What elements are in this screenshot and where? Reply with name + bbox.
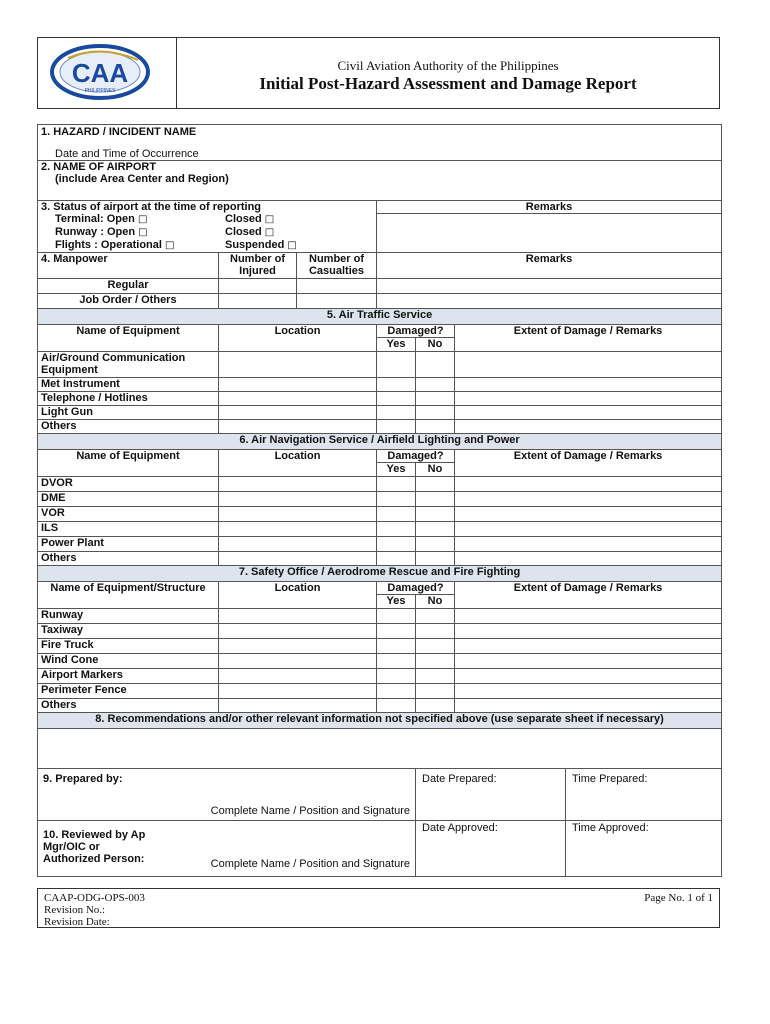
damaged-no-input[interactable] bbox=[416, 624, 455, 639]
damaged-yes-input[interactable] bbox=[377, 639, 416, 654]
extent-remarks-input[interactable] bbox=[455, 699, 722, 713]
section-7-rows bbox=[38, 609, 722, 713]
prepared-sig-caption: Complete Name / Position and Signature bbox=[210, 805, 410, 817]
table-row bbox=[38, 522, 722, 537]
flights-operational-checkbox[interactable]: □ bbox=[165, 240, 175, 251]
table-row bbox=[38, 420, 722, 434]
date-prepared-label: Date Prepared: bbox=[422, 773, 497, 785]
revision-date: Revision Date: bbox=[44, 916, 110, 928]
date-approved-field[interactable] bbox=[416, 821, 566, 876]
form-title: Initial Post-Hazard Assessment and Damage Report bbox=[259, 74, 637, 93]
section-7-header-row bbox=[38, 582, 722, 595]
damaged-no-input[interactable] bbox=[416, 552, 455, 566]
time-prepared-label: Time Prepared: bbox=[572, 773, 648, 785]
runway-closed-checkbox[interactable]: □ bbox=[264, 227, 275, 238]
damaged-no-input[interactable] bbox=[416, 352, 455, 378]
equipment-name: DVOR bbox=[38, 477, 219, 492]
time-approved-label: Time Approved: bbox=[572, 822, 649, 834]
location-input[interactable] bbox=[219, 420, 377, 434]
extent-remarks-input[interactable] bbox=[455, 669, 722, 684]
location-input[interactable] bbox=[219, 507, 377, 522]
damaged-no-input[interactable] bbox=[416, 699, 455, 713]
extent-remarks-input[interactable] bbox=[455, 378, 722, 392]
s5-damaged-header: Damaged? bbox=[377, 325, 455, 338]
table-row bbox=[38, 352, 722, 378]
location-input[interactable] bbox=[219, 406, 377, 420]
status-remarks-cell[interactable] bbox=[377, 201, 722, 253]
damaged-no-input[interactable] bbox=[416, 639, 455, 654]
extent-remarks-input[interactable] bbox=[455, 654, 722, 669]
equipment-name: Wind Cone bbox=[38, 654, 219, 669]
equipment-name: Fire Truck bbox=[38, 639, 219, 654]
damaged-yes-input[interactable] bbox=[377, 522, 416, 537]
damaged-yes-input[interactable] bbox=[377, 420, 416, 434]
location-input[interactable] bbox=[219, 392, 377, 406]
manpower-joborder-row bbox=[38, 294, 722, 309]
equipment-name: Telephone / Hotlines bbox=[38, 392, 219, 406]
location-input[interactable] bbox=[219, 639, 377, 654]
reviewed-by-label: 10. Reviewed by Ap Mgr/OIC or Authorized Person: bbox=[43, 829, 146, 865]
regular-casualties-input[interactable] bbox=[297, 279, 377, 294]
runway-closed-option[interactable]: Closed □ bbox=[225, 226, 275, 238]
date-prepared-field[interactable] bbox=[416, 769, 566, 820]
airport-status-cell bbox=[38, 201, 377, 253]
equipment-name: Others bbox=[38, 552, 219, 566]
extent-remarks-input[interactable] bbox=[455, 406, 722, 420]
s7-damaged-header: Damaged? bbox=[377, 582, 455, 595]
s6-name-header: Name of Equipment bbox=[38, 450, 219, 477]
terminal-open-checkbox[interactable]: □ bbox=[137, 214, 148, 225]
damaged-yes-input[interactable] bbox=[377, 537, 416, 552]
reviewed-sig-caption: Complete Name / Position and Signature bbox=[210, 858, 410, 870]
joborder-casualties-input[interactable] bbox=[297, 294, 377, 309]
table-row bbox=[38, 492, 722, 507]
table-row bbox=[38, 507, 722, 522]
s5-yes-header: Yes bbox=[377, 338, 416, 352]
manpower-remarks-header: Remarks bbox=[377, 253, 722, 279]
section-9-row bbox=[38, 769, 722, 821]
status-remarks-label: Remarks bbox=[377, 201, 721, 214]
s7-name-header: Name of Equipment/Structure bbox=[38, 582, 219, 609]
s7-extent-header: Extent of Damage / Remarks bbox=[455, 582, 722, 609]
section-6-header-row bbox=[38, 450, 722, 463]
damaged-yes-input[interactable] bbox=[377, 352, 416, 378]
caap-logo bbox=[38, 38, 177, 108]
equipment-name: Light Gun bbox=[38, 406, 219, 420]
prepared-by-field[interactable] bbox=[38, 769, 416, 821]
s7-location-header: Location bbox=[219, 582, 377, 609]
terminal-open-option[interactable]: Terminal: Open □ bbox=[55, 213, 148, 225]
extent-remarks-input[interactable] bbox=[455, 352, 722, 378]
flights-operational-option[interactable]: Flights : Operational □ bbox=[55, 239, 175, 251]
extent-remarks-input[interactable] bbox=[455, 507, 722, 522]
location-input[interactable] bbox=[219, 522, 377, 537]
location-input[interactable] bbox=[219, 654, 377, 669]
hazard-incident-label: 1. HAZARD / INCIDENT NAME bbox=[41, 126, 197, 138]
s6-no-header: No bbox=[416, 463, 455, 477]
extent-remarks-input[interactable] bbox=[455, 684, 722, 699]
s5-name-header: Name of Equipment bbox=[38, 325, 219, 352]
location-input[interactable] bbox=[219, 624, 377, 639]
damaged-no-input[interactable] bbox=[416, 477, 455, 492]
s6-damaged-header: Damaged? bbox=[377, 450, 455, 463]
section-1-row bbox=[38, 125, 722, 161]
table-row bbox=[38, 699, 722, 713]
equipment-name: Others bbox=[38, 420, 219, 434]
prepared-datetime-cell bbox=[416, 769, 722, 821]
equipment-name: Perimeter Fence bbox=[38, 684, 219, 699]
location-input[interactable] bbox=[219, 699, 377, 713]
job-order-label: Job Order / Others bbox=[38, 294, 219, 309]
extent-remarks-input[interactable] bbox=[455, 420, 722, 434]
location-input[interactable] bbox=[219, 669, 377, 684]
equipment-name: Met Instrument bbox=[38, 378, 219, 392]
damaged-yes-input[interactable] bbox=[377, 654, 416, 669]
runway-open-option[interactable]: Runway : Open □ bbox=[55, 226, 148, 238]
s5-extent-header: Extent of Damage / Remarks bbox=[455, 325, 722, 352]
form-code: CAAP-ODG-OPS-003 bbox=[44, 892, 145, 904]
extent-remarks-input[interactable] bbox=[455, 492, 722, 507]
airport-name-field[interactable] bbox=[38, 161, 722, 201]
damaged-yes-input[interactable] bbox=[377, 699, 416, 713]
damaged-no-input[interactable] bbox=[416, 378, 455, 392]
s7-yes-header: Yes bbox=[377, 595, 416, 609]
location-input[interactable] bbox=[219, 477, 377, 492]
terminal-closed-checkbox[interactable]: □ bbox=[264, 214, 275, 225]
equipment-name: DME bbox=[38, 492, 219, 507]
table-row bbox=[38, 378, 722, 392]
date-time-label: Date and Time of Occurrence bbox=[55, 148, 199, 160]
airport-name-sub: (include Area Center and Region) bbox=[55, 173, 229, 185]
section-2-row bbox=[38, 161, 722, 201]
prepared-by-label: 9. Prepared by: bbox=[43, 773, 123, 785]
location-input[interactable] bbox=[219, 684, 377, 699]
location-input[interactable] bbox=[219, 552, 377, 566]
s5-location-header: Location bbox=[219, 325, 377, 352]
extent-remarks-input[interactable] bbox=[455, 537, 722, 552]
time-approved-field[interactable] bbox=[568, 821, 653, 835]
damaged-yes-input[interactable] bbox=[377, 392, 416, 406]
location-input[interactable] bbox=[219, 352, 377, 378]
section-5-header-row bbox=[38, 325, 722, 338]
damaged-yes-input[interactable] bbox=[377, 507, 416, 522]
date-approved-label: Date Approved: bbox=[422, 822, 498, 834]
page-number: Page No. 1 of 1 bbox=[644, 892, 713, 904]
extent-remarks-input[interactable] bbox=[455, 392, 722, 406]
form-footer bbox=[37, 888, 720, 928]
equipment-name: Power Plant bbox=[38, 537, 219, 552]
damaged-yes-input[interactable] bbox=[377, 669, 416, 684]
recommendations-input[interactable] bbox=[38, 729, 722, 769]
s5-no-header: No bbox=[416, 338, 455, 352]
reviewed-by-field[interactable] bbox=[38, 821, 416, 877]
s6-yes-header: Yes bbox=[377, 463, 416, 477]
joborder-injured-input[interactable] bbox=[219, 294, 297, 309]
damaged-no-input[interactable] bbox=[416, 507, 455, 522]
section-5-title: 5. Air Traffic Service bbox=[38, 309, 722, 325]
table-row bbox=[38, 624, 722, 639]
damaged-yes-input[interactable] bbox=[377, 477, 416, 492]
section-7-title: 7. Safety Office / Aerodrome Rescue and Fire Fighting bbox=[38, 566, 722, 582]
agency-name: Civil Aviation Authority of the Philippines bbox=[337, 58, 559, 73]
extent-remarks-input[interactable] bbox=[455, 609, 722, 624]
extent-remarks-input[interactable] bbox=[455, 477, 722, 492]
damaged-no-input[interactable] bbox=[416, 669, 455, 684]
equipment-name: VOR bbox=[38, 507, 219, 522]
damaged-no-input[interactable] bbox=[416, 392, 455, 406]
location-input[interactable] bbox=[219, 537, 377, 552]
damaged-no-input[interactable] bbox=[416, 654, 455, 669]
hazard-incident-field[interactable] bbox=[38, 125, 722, 161]
section-6-title: 6. Air Navigation Service / Airfield Lighting and Power bbox=[38, 434, 722, 450]
damaged-yes-input[interactable] bbox=[377, 624, 416, 639]
s6-extent-header: Extent of Damage / Remarks bbox=[455, 450, 722, 477]
airport-name-label: 2. NAME OF AIRPORT bbox=[41, 161, 157, 173]
flights-suspended-checkbox[interactable]: □ bbox=[287, 240, 297, 251]
section-5-rows bbox=[38, 352, 722, 434]
extent-remarks-input[interactable] bbox=[455, 639, 722, 654]
damaged-no-input[interactable] bbox=[416, 492, 455, 507]
s7-no-header: No bbox=[416, 595, 455, 609]
location-input[interactable] bbox=[219, 492, 377, 507]
location-input[interactable] bbox=[219, 378, 377, 392]
damaged-no-input[interactable] bbox=[416, 537, 455, 552]
logo-text: CAA bbox=[71, 58, 129, 88]
manpower-regular-row bbox=[38, 279, 722, 294]
approved-datetime-cell bbox=[416, 821, 722, 877]
table-row bbox=[38, 406, 722, 420]
s6-location-header: Location bbox=[219, 450, 377, 477]
table-row bbox=[38, 654, 722, 669]
table-row bbox=[38, 669, 722, 684]
table-row bbox=[38, 392, 722, 406]
runway-open-checkbox[interactable]: □ bbox=[138, 227, 148, 238]
manpower-header-row bbox=[38, 253, 722, 279]
damaged-no-input[interactable] bbox=[416, 684, 455, 699]
logo-subtext: PHILIPPINES bbox=[84, 88, 116, 94]
damaged-yes-input[interactable] bbox=[377, 378, 416, 392]
report-form bbox=[37, 124, 722, 877]
section-3-row bbox=[38, 201, 722, 253]
equipment-name: Runway bbox=[38, 609, 219, 624]
section-10-row bbox=[38, 821, 722, 877]
injured-header: Number of Injured bbox=[219, 253, 297, 279]
joborder-remarks-input[interactable] bbox=[377, 294, 722, 309]
table-row bbox=[38, 639, 722, 654]
flights-suspended-option[interactable]: Suspended □ bbox=[225, 239, 297, 251]
table-row bbox=[38, 684, 722, 699]
damaged-no-input[interactable] bbox=[416, 406, 455, 420]
revision-no: Revision No.: bbox=[44, 904, 106, 916]
form-header bbox=[37, 37, 720, 109]
damaged-yes-input[interactable] bbox=[377, 684, 416, 699]
damaged-no-input[interactable] bbox=[416, 522, 455, 537]
damaged-yes-input[interactable] bbox=[377, 406, 416, 420]
equipment-name: Air/Ground Communication Equipment bbox=[38, 352, 219, 378]
extent-remarks-input[interactable] bbox=[455, 624, 722, 639]
equipment-name: Airport Markers bbox=[38, 669, 219, 684]
location-input[interactable] bbox=[219, 609, 377, 624]
terminal-closed-option[interactable]: Closed □ bbox=[225, 213, 275, 225]
section-8-title: 8. Recommendations and/or other relevant information not specified above (use separate sheet if necessary) bbox=[38, 713, 722, 729]
time-prepared-field[interactable] bbox=[568, 769, 651, 789]
equipment-name: ILS bbox=[38, 522, 219, 537]
damaged-yes-input[interactable] bbox=[377, 609, 416, 624]
regular-remarks-input[interactable] bbox=[377, 279, 722, 294]
damaged-no-input[interactable] bbox=[416, 609, 455, 624]
equipment-name: Others bbox=[38, 699, 219, 713]
manpower-label: 4. Manpower bbox=[38, 253, 219, 279]
equipment-name: Taxiway bbox=[38, 624, 219, 639]
extent-remarks-input[interactable] bbox=[455, 552, 722, 566]
airport-status-label: 3. Status of airport at the time of reporting bbox=[41, 201, 262, 213]
damaged-no-input[interactable] bbox=[416, 420, 455, 434]
casualties-header: Number of Casualties bbox=[297, 253, 377, 279]
extent-remarks-input[interactable] bbox=[455, 522, 722, 537]
table-row bbox=[38, 609, 722, 624]
table-row bbox=[38, 537, 722, 552]
damaged-yes-input[interactable] bbox=[377, 552, 416, 566]
regular-injured-input[interactable] bbox=[219, 279, 297, 294]
regular-label: Regular bbox=[38, 279, 219, 294]
damaged-yes-input[interactable] bbox=[377, 492, 416, 507]
section-6-rows bbox=[38, 477, 722, 566]
table-row bbox=[38, 477, 722, 492]
table-row bbox=[38, 552, 722, 566]
